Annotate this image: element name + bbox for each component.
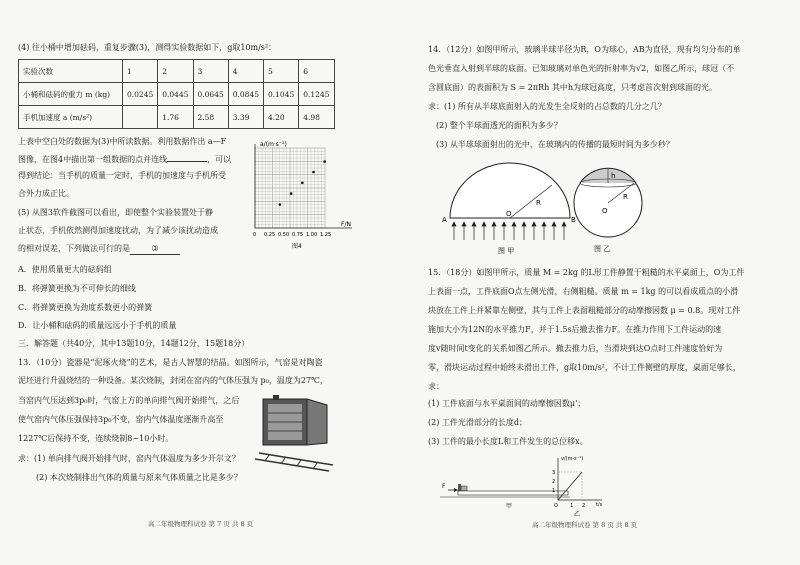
data-point <box>312 171 315 174</box>
label-h: h <box>611 172 616 180</box>
data-point <box>279 203 282 206</box>
graph-text-2-main: 图像，在图4中描出第一组数据的点并连线 <box>18 155 168 164</box>
data-point <box>290 192 293 195</box>
option-c: C．将弹簧更换为劲度系数更小的弹簧 <box>18 303 153 312</box>
cell: 2.58 <box>193 106 228 129</box>
q15-sub-2: (2) 工件光滑部分的长度d； <box>428 418 527 427</box>
q14-line-3: 含圆底面）的表面积为 S = 2πRh 其中h为球冠高度，只考虑首次射到球面的光。 <box>428 83 718 92</box>
q5-line-3 <box>18 243 180 255</box>
right-page <box>400 0 800 565</box>
q15-line-4: 施加大小为12N的水平推力F，并于1.5s后撤去推力F。在推力作用下工件运动的速 <box>428 325 722 334</box>
blank-mark: ③ <box>151 244 159 253</box>
q13-line-4: 使气窑内气体压强保持3p₀不变，窑内气体温度逐渐升高至 <box>18 415 224 424</box>
row-label: 小桶和砝码的重力 m (kg) <box>19 83 123 106</box>
x-tick-label: 0.50 <box>278 232 290 238</box>
cell: 0.0245 <box>123 83 158 106</box>
arrow-head <box>542 222 546 226</box>
point-a: A <box>442 216 447 224</box>
table-row <box>19 83 335 106</box>
q13-line-6: 求：(1) 单向排气阀开始排气时，窑内气体温度为多少开尔文？ <box>18 454 240 463</box>
graph-text-2 <box>18 154 231 165</box>
graph-text-3: 得到结论：当手机的质量一定时，手机的加速度与手机所受 <box>18 171 226 180</box>
graph-text-1: 上表中空白处的数据为(3)中所读数据。利用数据作出 a—F <box>18 137 227 146</box>
cell: 0.1245 <box>299 83 334 106</box>
point-b: B <box>571 216 576 224</box>
q13-line-1: 13．（10分）瓷器是“泥琢火烧”的艺术，是古人智慧的结晶。如图所示，气窑是对陶瓷 <box>18 358 323 367</box>
cell: 0.1045 <box>264 83 299 106</box>
cell: 0.0445 <box>158 83 193 106</box>
section-3-heading: 三．解答题（共40分，其中13题10分，14题12分，15题18分） <box>18 339 250 348</box>
graph-text-2-suffix: ，可以 <box>207 155 232 164</box>
arrow-head <box>462 222 466 226</box>
graph-text-4: 合外力成正比。 <box>18 189 74 198</box>
center-o: O <box>602 207 608 215</box>
cell: 2 <box>158 60 193 83</box>
cell: 6 <box>299 60 334 83</box>
figure-4-graph <box>240 138 360 253</box>
radius-r: R <box>623 193 628 201</box>
data-point <box>323 160 326 163</box>
cell: 4.98 <box>299 106 334 129</box>
q15-line-7: 求： <box>428 382 444 391</box>
figure-vt-graph <box>548 454 608 518</box>
q15-line-3: 块放在工件上并紧靠左侧壁，其与工件上表面粗糙部分的动摩擦因数 μ = 0.8。现对工件 <box>428 306 741 315</box>
caption-jia-2: 甲 <box>506 503 513 510</box>
q13-line-2: 泥坯进行升温烧结的一种设备。某次烧制，封闭在窑内的气体压强为 p₀，温度为27℃， <box>18 376 328 385</box>
q14-line-5: (2) 整个半球面透光的面积为多少？ <box>436 121 562 130</box>
vt-xtick: 1 <box>570 503 574 509</box>
vt-xtick: 2 <box>582 503 586 509</box>
q15-sub-1: (1) 工件底面与水平桌面间的动摩擦因数μ'； <box>428 399 586 408</box>
q13-line-7: (2) 本次烧制排出气体的质量与原来气体质量之比是多少？ <box>36 473 242 482</box>
cell: 1.76 <box>158 106 193 129</box>
caption-yi: 图 乙 <box>594 245 611 253</box>
option-d: D．让小桶和砝码的质量远远小于手机的质量 <box>18 321 177 330</box>
data-table <box>18 59 335 129</box>
x-tick-label: 0 <box>253 232 257 238</box>
option-a: A．使用质量更大的砝码组 <box>18 265 112 274</box>
figure-caption: 图4 <box>292 243 302 250</box>
option-b: B．将弹簧更换为不可伸长的细线 <box>18 284 136 293</box>
answer-blank-3[interactable] <box>130 243 180 255</box>
caption-jia: 图 甲 <box>498 247 515 255</box>
row-label: 手机加速度 a (m/s²) <box>19 106 123 129</box>
cell: 0.0645 <box>193 83 228 106</box>
kiln-illustration <box>255 393 337 473</box>
q5-line-1: (5) 从图3软件截图可以看出，即使整个实验装置处于静 <box>18 208 213 217</box>
q14-line-6: (3) 从半球球面射出的光中，在玻璃内的传播的最短时间为多少秒？ <box>436 140 674 149</box>
vt-xlabel: t/s <box>596 502 603 508</box>
q5-line-2: 止状态，手机依然测得加速度扰动，为了减少该扰动造成 <box>18 226 218 235</box>
arrow-head <box>562 222 566 226</box>
arrow-head <box>502 222 506 226</box>
q14-line-2: 色光垂直入射到半球的底面。已知玻璃对单色光的折射率为√2，如图乙所示，球冠（不 <box>428 64 735 73</box>
answer-blank[interactable] <box>167 161 207 162</box>
cell: 4.20 <box>264 106 299 129</box>
x-tick-label: 0.25 <box>264 232 276 238</box>
q15-sub-3: (3) 工件的最小长度L和工件发生的总位移x。 <box>428 437 588 446</box>
figure-hemisphere <box>440 160 580 260</box>
q15-line-5: 度v随时间t变化的关系如图乙所示。撤去推力后，当滑块到达O点时工件速度恰好为 <box>428 344 723 353</box>
table-row <box>19 60 335 83</box>
q15-line-1: 15．（18分）如图甲所示，质量 M = 2kg 的L形工件静置于粗糙的水平桌面上，O为工件 <box>428 268 745 277</box>
row-label: 实验次数 <box>19 60 123 83</box>
vt-ytick: 3 <box>552 470 556 476</box>
arrow-head <box>482 222 486 226</box>
cell: 3 <box>193 60 228 83</box>
vt-ylabel: v/(m·s⁻¹) <box>561 456 584 462</box>
arrow-head <box>532 222 536 226</box>
caption-yi-2: 乙 <box>574 511 581 518</box>
x-tick-label: 1.25 <box>320 232 332 238</box>
figure-sphere-cap <box>568 163 648 253</box>
page-footer: 高二年级物理科试卷 第 7 页 共 8 页 <box>148 520 254 528</box>
x-tick-label: 1.00 <box>306 232 318 238</box>
arrow-head <box>472 222 476 226</box>
arrow-head <box>552 222 556 226</box>
arrow-head <box>452 222 456 226</box>
x-axis-label: F/N <box>341 221 351 228</box>
data-point <box>301 182 304 185</box>
vt-ytick: 1 <box>552 488 556 494</box>
force-label: F <box>442 483 446 490</box>
q4-intro: (4) 往小桶中增加砝码，重复步骤(3)，测得实验数据如下，g取10m/s²： <box>18 43 277 52</box>
arrow-head <box>522 222 526 226</box>
vt-ytick: 2 <box>552 479 556 485</box>
cell: 1 <box>123 60 158 83</box>
x-tick-label: 0.75 <box>292 232 304 238</box>
q15-line-6: 零，滑块运动过程中始终未滑出工件，g取10m/s²，不计工件侧壁的厚度，桌面足够长， <box>428 363 741 372</box>
arrow-head <box>512 222 516 226</box>
cell: 3.39 <box>228 106 263 129</box>
point-o: O <box>506 210 512 218</box>
cell <box>123 106 158 129</box>
q13-line-5: 1227℃后保持不变，连续烧制8~10小时。 <box>18 434 174 443</box>
q14-line-4: 求：(1) 所有从半球底面射入的光发生全反射的占总数的几分之几？ <box>428 102 666 111</box>
cell: 4 <box>228 60 263 83</box>
arrow-head <box>492 222 496 226</box>
table-row <box>19 106 335 129</box>
label-r: R <box>536 199 541 207</box>
q5-line-3-text: 的相对误差，下列做法可行的是 <box>18 244 130 253</box>
vt-xtick: O <box>554 503 558 509</box>
cell: 5 <box>264 60 299 83</box>
y-axis-label: a/(m·s⁻²) <box>260 141 287 148</box>
q14-line-1: 14．（12分）如图甲所示，玻璃半球半径为R，O为球心，AB为直径，现有均匀分布的单 <box>428 45 741 54</box>
page-footer: 高二年级物理科试卷 第 8 页 共 8 页 <box>532 521 638 529</box>
cell: 0.0845 <box>228 83 263 106</box>
q15-line-2: 上表面一点，工件底面O点左侧光滑，右侧粗糙。质量 m = 1kg 的可以看成质点的小滑 <box>428 287 739 296</box>
q13-line-3: 当窑内气压达到3p₀时，气窑上方的单向排气阀开始排气，之后 <box>18 396 240 405</box>
